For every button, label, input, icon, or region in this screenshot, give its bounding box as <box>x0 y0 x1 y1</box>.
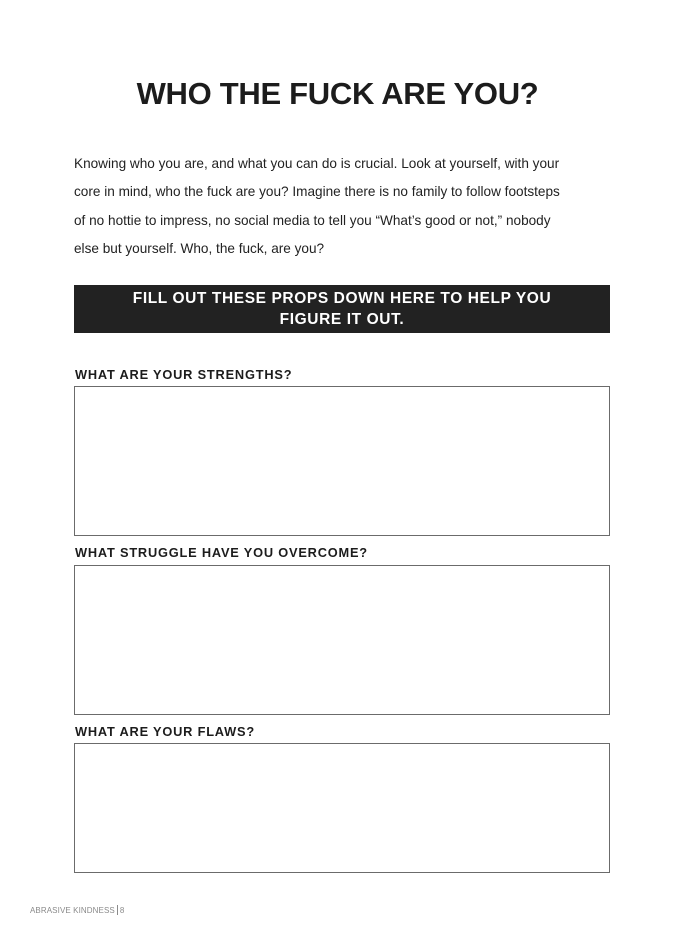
footer-divider <box>117 905 118 915</box>
banner-line: FILL OUT THESE PROPS DOWN HERE TO HELP YOU <box>132 290 552 307</box>
instruction-banner <box>74 285 610 333</box>
strengths-answer-box[interactable] <box>74 386 610 536</box>
intro-line: of no hottie to impress, no social media to tell you “What’s good or not,” nobody <box>74 212 551 228</box>
strengths-question-label: WHAT ARE YOUR STRENGTHS? <box>75 367 293 382</box>
footer-page-number: 8 <box>119 906 125 915</box>
intro-paragraph <box>74 150 614 264</box>
intro-line: core in mind, who the fuck are you? Imagine there is no family to follow footsteps <box>74 184 560 200</box>
intro-line: else but yourself. Who, the fuck, are you? <box>74 241 325 257</box>
page-title: WHO THE FUCK ARE YOU? <box>136 76 539 111</box>
struggle-answer-box[interactable] <box>74 565 610 715</box>
footer-brand: ABRASIVE KINDNESS <box>30 906 115 915</box>
flaws-answer-box[interactable] <box>74 743 610 873</box>
intro-line: Knowing who you are, and what you can do is crucial. Look at yourself, with your <box>74 156 560 171</box>
struggle-question-label: WHAT STRUGGLE HAVE YOU OVERCOME? <box>75 545 368 560</box>
banner-line: FIGURE IT OUT. <box>279 310 405 328</box>
flaws-question-label: WHAT ARE YOUR FLAWS? <box>75 724 255 739</box>
page-footer <box>30 905 124 915</box>
